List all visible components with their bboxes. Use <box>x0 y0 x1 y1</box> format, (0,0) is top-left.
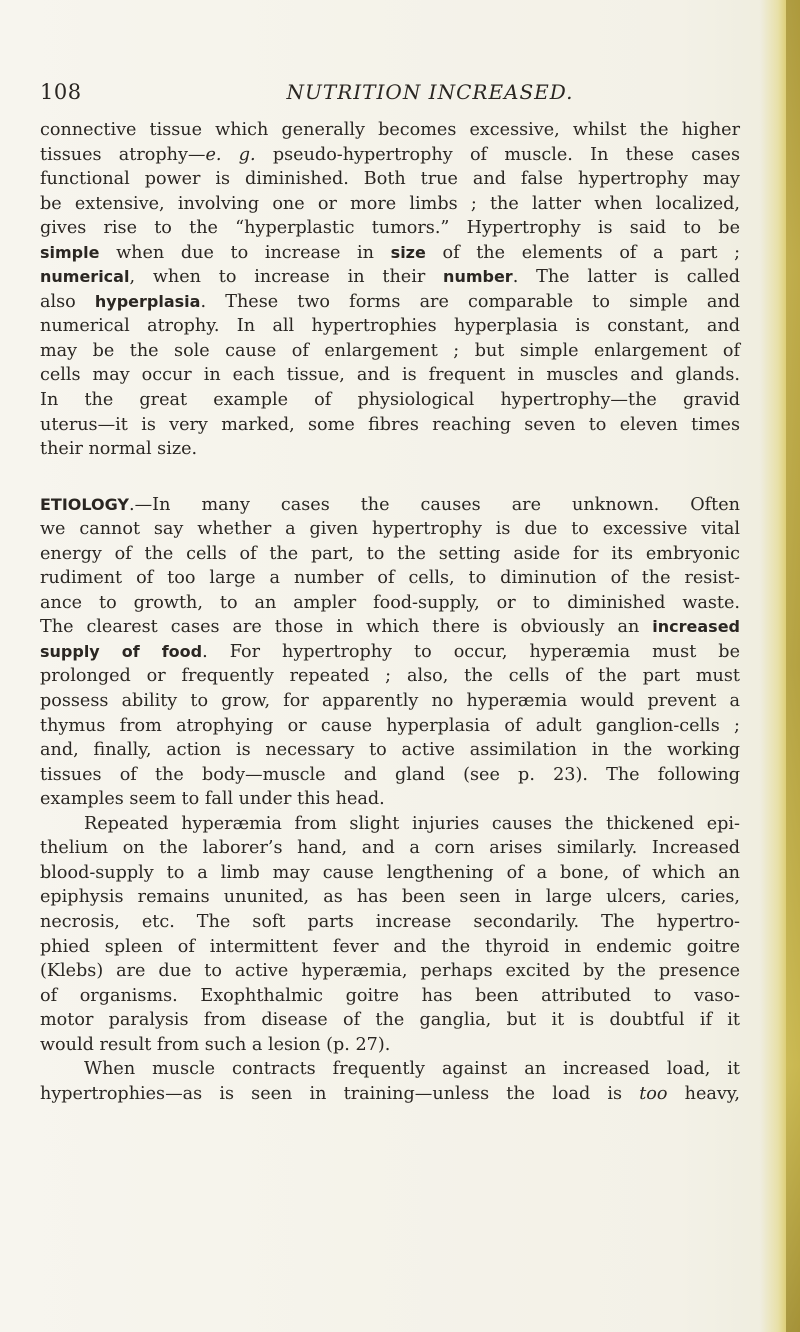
emphasis-eg: e. g. <box>205 144 256 165</box>
paragraph-gap <box>40 462 740 493</box>
text-line: necrosis, etc. The soft parts increase secondarily. The hypertro- <box>40 911 740 932</box>
text-line: numerical, when to increase in their number. The latter is called <box>40 267 740 288</box>
text-line: ETIOLOGY.—In many cases the causes are unknown. Often <box>40 494 740 515</box>
text-line: and, finally, action is necessary to active assimilation in the working <box>40 740 740 761</box>
emphasis-too: too <box>639 1083 668 1104</box>
text-line: of organisms. Exophthalmic goitre has been attributed to vaso- <box>40 985 740 1006</box>
emphasis-simple: simple <box>40 242 100 262</box>
text-line: we cannot say whether a given hypertrophy is due to excessive vital <box>40 519 740 540</box>
text-line: would result from such a lesion (p. 27). <box>40 1034 391 1055</box>
text-line: The clearest cases are those in which there is obviously an increased <box>40 617 740 638</box>
emphasis-etiology: ETIOLOGY <box>40 494 129 514</box>
text-line: examples seem to fall under this head. <box>40 789 385 810</box>
emphasis-numerical: numerical <box>40 267 130 287</box>
text-line: simple when due to increase in size of the elements of a part ; <box>40 242 740 263</box>
text-line: In the great example of physiological hypertrophy—the gravid <box>40 390 740 411</box>
text-line: uterus—it is very marked, some fibres reaching seven to eleven times <box>40 414 740 435</box>
text-line: supply of food. For hypertrophy to occur, hyperæmia must be <box>40 641 740 662</box>
text-line: functional power is diminished. Both true and false hypertrophy may <box>40 169 740 190</box>
page-edge-binding <box>786 0 800 1332</box>
text-line: ance to growth, to an ampler food-supply, or to diminished waste. <box>40 592 740 613</box>
text-line: phied spleen of intermittent fever and the thyroid in endemic goitre <box>40 936 740 957</box>
text-line: tissues of the body—muscle and gland (see p. 23). The following <box>40 764 740 785</box>
text-line: blood-supply to a limb may cause lengthening of a bone, of which an <box>40 862 740 883</box>
text-line: Repeated hyperæmia from slight injuries causes the thickened epi- <box>84 813 740 834</box>
text-line: epiphysis remains ununited, as has been seen in large ulcers, caries, <box>40 887 740 908</box>
emphasis-size: size <box>390 242 426 262</box>
text-line: rudiment of too large a number of cells, to diminution of the resist- <box>40 568 740 589</box>
running-header <box>40 80 740 110</box>
text-line: also hyperplasia. These two forms are comparable to simple and <box>40 291 740 312</box>
text-line: cells may occur in each tissue, and is frequent in muscles and glands. <box>40 365 740 386</box>
text-line: thelium on the laborer’s hand, and a corn arises similarly. Increased <box>40 838 740 859</box>
page-number: 108 <box>40 80 82 104</box>
text-line: their normal size. <box>40 439 198 460</box>
emphasis-supply_of_food: supply of food <box>40 641 203 661</box>
text-line: may be the sole cause of enlargement ; but simple enlargement of <box>40 340 740 361</box>
text-line: hypertrophies—as is seen in training—unless the load is too heavy, <box>40 1083 740 1104</box>
emphasis-number: number <box>443 267 513 287</box>
text-line: numerical atrophy. In all hypertrophies hyperplasia is constant, and <box>40 316 740 337</box>
emphasis-hyperplasia: hyperplasia <box>94 291 201 311</box>
text-line: prolonged or frequently repeated ; also, the cells of the part must <box>40 666 740 687</box>
body-text <box>40 118 740 1106</box>
running-title: NUTRITION INCREASED. <box>286 80 574 104</box>
text-line: When muscle contracts frequently against an increased load, it <box>84 1059 740 1080</box>
text-line: gives rise to the “hyperplastic tumors.” Hypertrophy is said to be <box>40 218 740 239</box>
emphasis-increased: increased <box>652 617 740 637</box>
text-line: (Klebs) are due to active hyperæmia, perhaps excited by the presence <box>40 961 740 982</box>
text-line: be extensive, involving one or more limbs ; the latter when localized, <box>40 193 740 214</box>
text-line: motor paralysis from disease of the ganglia, but it is doubtful if it <box>40 1010 740 1031</box>
text-line: thymus from atrophying or cause hyperplasia of adult ganglion-cells ; <box>40 715 740 736</box>
text-line: tissues atrophy—e. g. pseudo-hypertrophy of muscle. In these cases <box>40 144 740 165</box>
text-line: energy of the cells of the part, to the setting aside for its embryonic <box>40 543 740 564</box>
text-line: possess ability to grow, for apparently no hyperæmia would prevent a <box>40 691 740 712</box>
text-line: connective tissue which generally becomes excessive, whilst the higher <box>40 120 740 140</box>
